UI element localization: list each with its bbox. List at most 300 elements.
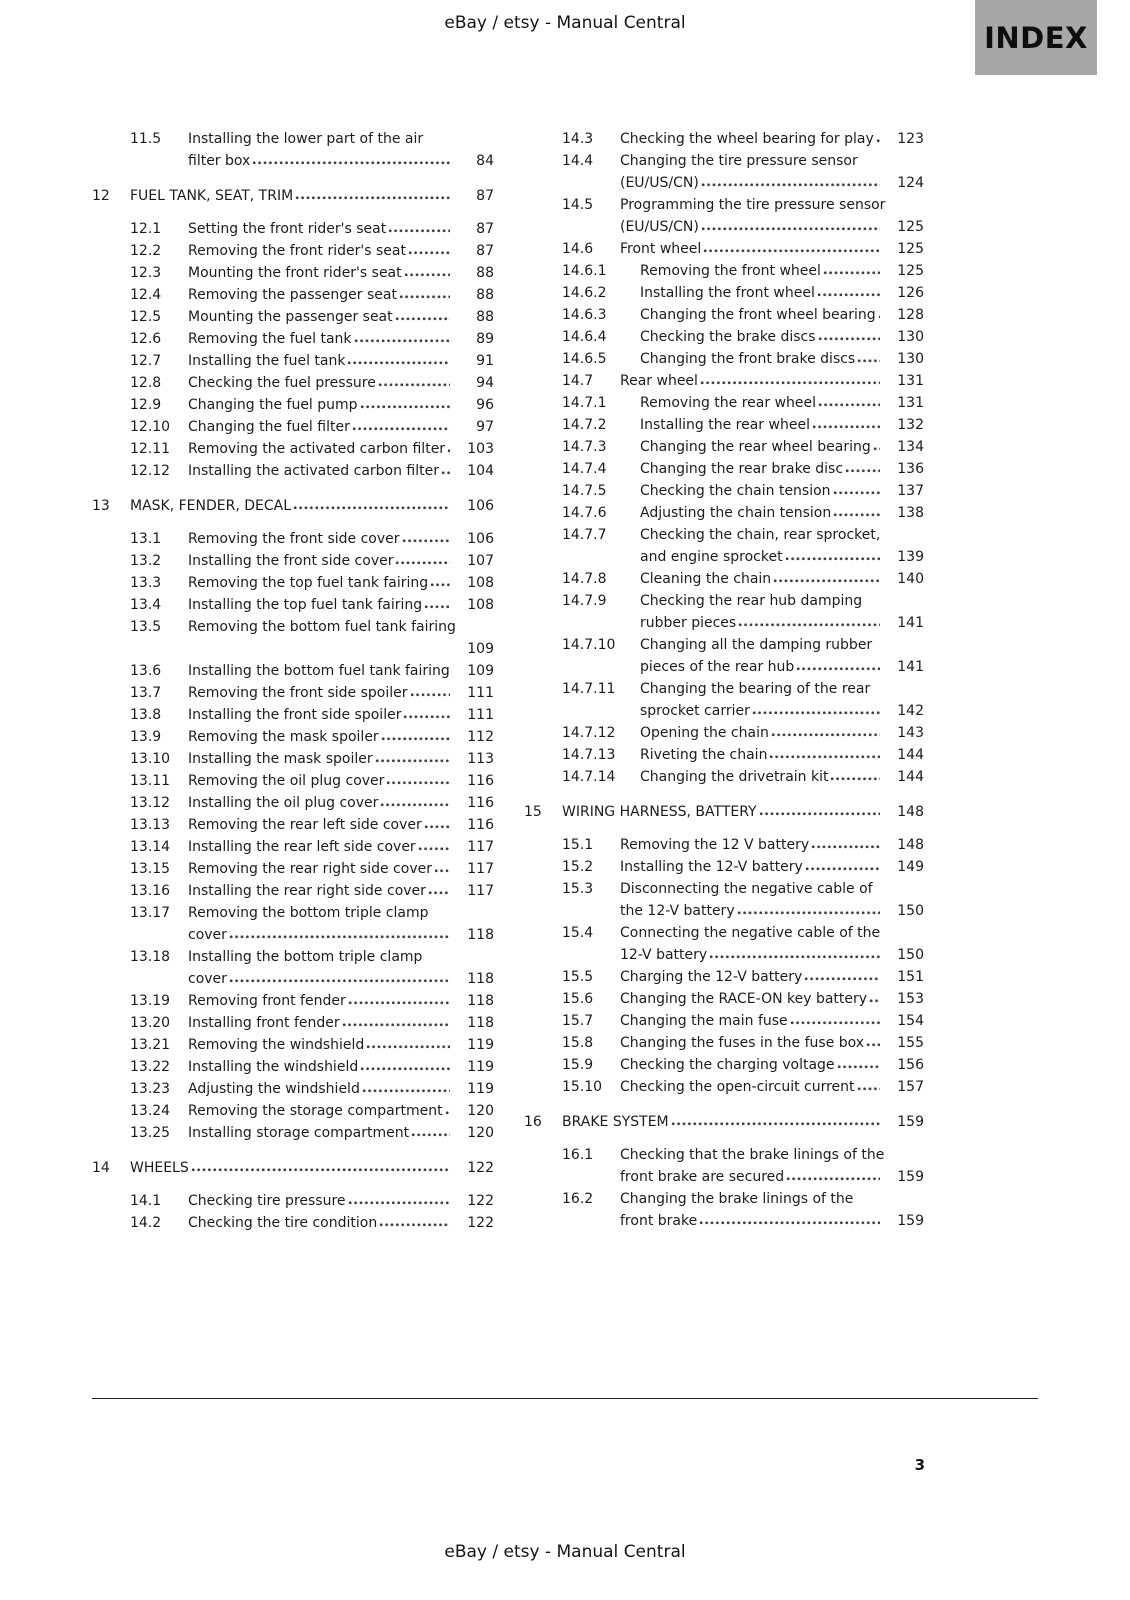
toc-entry-number: 14 — [92, 1160, 110, 1176]
dot-leader — [229, 935, 450, 939]
toc-entry-number: 14.7.9 — [562, 593, 607, 609]
toc-entry-body — [188, 284, 494, 306]
toc-entry-number: 13.1 — [130, 531, 162, 547]
toc-entry — [130, 1034, 494, 1056]
toc-entry-body — [188, 748, 494, 770]
toc-entry-number: 13.25 — [130, 1125, 171, 1141]
toc-entry — [130, 416, 494, 438]
toc-entry-body — [640, 524, 924, 568]
dot-leader — [402, 539, 450, 543]
toc-entry-page: 136 — [897, 461, 924, 477]
toc-entry-number: 14.7.3 — [562, 439, 607, 455]
toc-entry-title: Installing the lower part of the air filter box — [188, 131, 424, 169]
toc-entry — [562, 348, 924, 370]
toc-entry-number: 14.7 — [562, 373, 594, 389]
toc-entry — [130, 726, 494, 748]
dot-leader — [804, 977, 880, 981]
toc-entry-number: 11.5 — [130, 131, 162, 147]
toc-entry-number: 14.7.6 — [562, 505, 607, 521]
toc-entry-page: 109 — [467, 641, 494, 657]
toc-entry — [562, 436, 924, 458]
toc-entry — [130, 594, 494, 616]
dot-leader — [418, 847, 450, 851]
toc-entry-page: 87 — [476, 188, 494, 204]
toc-entry-title: Charging the 12-V battery — [620, 969, 803, 985]
toc-entry-number: 14.7.2 — [562, 417, 607, 433]
toc-entry-body — [620, 1032, 924, 1054]
toc-entry-number: 13.4 — [130, 597, 162, 613]
toc-entry — [130, 284, 494, 306]
toc-entry — [562, 194, 924, 238]
toc-entry-page: 125 — [897, 241, 924, 257]
dot-leader — [347, 361, 450, 365]
dot-leader — [447, 449, 450, 453]
toc-entry-body — [620, 1144, 924, 1188]
toc-entry — [130, 1122, 494, 1144]
toc-entry — [562, 128, 924, 150]
toc-entry-page: 150 — [897, 903, 924, 919]
toc-entry-page: 148 — [897, 837, 924, 853]
toc-entry — [562, 1076, 924, 1098]
toc-entry-title: Removing the front side cover — [188, 531, 400, 547]
dot-leader — [811, 845, 880, 849]
dot-leader — [395, 561, 450, 565]
toc-entry — [130, 704, 494, 726]
dot-leader — [752, 711, 880, 715]
toc-entry-number: 14.4 — [562, 153, 594, 169]
toc-entry-page: 123 — [897, 131, 924, 147]
dot-leader — [348, 1001, 450, 1005]
dot-leader — [395, 317, 450, 321]
toc-entry-page: 118 — [467, 971, 494, 987]
toc-entry-title: Changing the fuel pump — [188, 397, 358, 413]
toc-entry — [130, 1212, 494, 1234]
toc-entry-body — [640, 458, 924, 480]
toc-entry-page: 126 — [897, 285, 924, 301]
toc-entry-body — [640, 590, 924, 634]
toc-entry-body — [130, 185, 494, 207]
toc-entry-number: 14.1 — [130, 1193, 162, 1209]
dot-leader — [866, 1043, 880, 1047]
toc-entry-number: 14.7.12 — [562, 725, 616, 741]
toc-entry-body — [620, 1010, 924, 1032]
toc-entry-number: 14.7.14 — [562, 769, 616, 785]
toc-entry-page: 122 — [467, 1160, 494, 1176]
toc-entry-body — [188, 572, 494, 594]
dot-leader — [796, 667, 880, 671]
toc-entry-body — [188, 394, 494, 416]
header-title: eBay / etsy - Manual Central — [444, 13, 686, 33]
toc-entry — [562, 1032, 924, 1054]
toc-entry — [562, 392, 924, 414]
toc-entry-title: Installing front fender — [188, 1015, 340, 1031]
dot-leader — [737, 911, 880, 915]
toc-entry-number: 14.6.2 — [562, 285, 607, 301]
toc-entry — [130, 1100, 494, 1122]
toc-entry-title: Removing the bottom fuel tank fairing — [188, 619, 456, 635]
toc-entry-page: 112 — [467, 729, 494, 745]
toc-entry — [562, 524, 924, 568]
dot-leader — [857, 1087, 880, 1091]
dot-leader — [790, 1021, 880, 1025]
toc-entry-page: 125 — [897, 219, 924, 235]
toc-entry-page: 139 — [897, 549, 924, 565]
toc-entry — [130, 616, 494, 660]
toc-entry-page: 87 — [476, 243, 494, 259]
toc-entry-body — [640, 436, 924, 458]
toc-entry-body — [640, 304, 924, 326]
toc-entry-body — [188, 682, 494, 704]
dot-leader — [445, 1111, 450, 1115]
toc-entry-number: 12.2 — [130, 243, 162, 259]
toc-entry-number: 14.7.8 — [562, 571, 607, 587]
toc-entry-number: 14.6.3 — [562, 307, 607, 323]
toc-entry-body — [620, 922, 924, 966]
toc-entry-page: 87 — [476, 221, 494, 237]
toc-entry-body — [640, 326, 924, 348]
toc-entry-page: 111 — [467, 707, 494, 723]
toc-entry-title: Checking tire pressure — [188, 1193, 346, 1209]
toc-entry — [130, 218, 494, 240]
toc-entry-number: 12.10 — [130, 419, 171, 435]
toc-entry — [130, 572, 494, 594]
toc-entry — [562, 260, 924, 282]
toc-entry-title: WIRING HARNESS, BATTERY — [562, 804, 757, 820]
toc-entry-body — [640, 392, 924, 414]
table-of-contents — [92, 128, 924, 1234]
toc-entry-number: 15.6 — [562, 991, 594, 1007]
toc-entry-body — [188, 616, 494, 660]
toc-entry — [562, 480, 924, 502]
toc-entry-title: Installing the 12-V battery — [620, 859, 803, 875]
dot-leader — [434, 869, 450, 873]
dot-leader — [399, 295, 450, 299]
dot-leader — [709, 955, 880, 959]
dot-leader — [703, 249, 880, 253]
toc-entry-body — [620, 1188, 924, 1232]
toc-entry-number: 14.7.13 — [562, 747, 616, 763]
toc-entry-title: Removing the top fuel tank fairing — [188, 575, 429, 591]
toc-entry-number: 13.14 — [130, 839, 171, 855]
toc-entry-body — [620, 856, 924, 878]
toc-entry-number: 14.6 — [562, 241, 594, 257]
toc-entry-page: 118 — [467, 1015, 494, 1031]
toc-entry-body — [188, 262, 494, 284]
dot-leader — [375, 759, 450, 763]
toc-entry-title: Adjusting the chain tension — [640, 505, 832, 521]
toc-entry-page: 111 — [467, 685, 494, 701]
toc-entry-title: Changing the fuel filter — [188, 419, 350, 435]
toc-entry — [92, 1157, 494, 1179]
toc-entry-number: 12.9 — [130, 397, 162, 413]
toc-entry-page: 144 — [897, 747, 924, 763]
toc-column-right — [524, 128, 924, 1234]
toc-entry — [562, 878, 924, 922]
toc-entry-title: Removing the rear left side cover — [188, 817, 422, 833]
toc-entry-body — [188, 660, 494, 682]
toc-entry-body — [640, 722, 924, 744]
toc-entry-body — [640, 348, 924, 370]
toc-entry-page: 116 — [467, 817, 494, 833]
toc-entry-page: 118 — [467, 927, 494, 943]
toc-entry-number: 12.1 — [130, 221, 162, 237]
toc-entry-number: 15.2 — [562, 859, 594, 875]
toc-entry-title: Removing the rear right side cover — [188, 861, 432, 877]
toc-entry-page: 107 — [467, 553, 494, 569]
toc-entry-number: 15.7 — [562, 1013, 594, 1029]
toc-entry-title: Changing the rear wheel bearing — [640, 439, 871, 455]
toc-entry-title: Removing front fender — [188, 993, 346, 1009]
toc-entry-title: Removing the passenger seat — [188, 287, 397, 303]
toc-entry-body — [188, 1056, 494, 1078]
dot-leader — [411, 1133, 450, 1137]
toc-entry-number: 13.7 — [130, 685, 162, 701]
toc-entry-number: 13.6 — [130, 663, 162, 679]
dot-leader — [360, 405, 450, 409]
dot-leader — [295, 196, 450, 200]
toc-entry-body — [640, 678, 924, 722]
toc-entry — [562, 568, 924, 590]
toc-entry-title: Installing the windshield — [188, 1059, 359, 1075]
toc-entry-body — [640, 766, 924, 788]
toc-entry-page: 130 — [897, 329, 924, 345]
toc-entry-page: 118 — [467, 993, 494, 1009]
dot-leader — [388, 229, 450, 233]
toc-entry-page: 149 — [897, 859, 924, 875]
toc-entry-title: Removing the mask spoiler — [188, 729, 379, 745]
toc-entry-title: Connecting the negative cable of the 12-V battery — [620, 925, 881, 963]
toc-entry-body — [188, 350, 494, 372]
toc-entry-title: FUEL TANK, SEAT, TRIM — [130, 188, 294, 204]
toc-entry-number: 14.7.1 — [562, 395, 607, 411]
toc-entry-title: Changing the main fuse — [620, 1013, 788, 1029]
dot-leader — [857, 359, 880, 363]
toc-entry-body — [620, 370, 924, 392]
dot-leader — [818, 337, 880, 341]
toc-entry-title: Installing the front wheel — [640, 285, 815, 301]
toc-entry-body — [562, 801, 924, 823]
dot-leader — [191, 1168, 450, 1172]
dot-leader — [833, 491, 880, 495]
toc-entry-title: Checking the wheel bearing for play — [620, 131, 874, 147]
dot-leader — [876, 139, 880, 143]
dot-leader — [869, 999, 880, 1003]
toc-entry-title: Checking the open-circuit current — [620, 1079, 855, 1095]
dot-leader — [833, 513, 880, 517]
toc-entry-title: Installing the bottom triple clamp cover — [188, 949, 423, 987]
toc-entry-number: 16 — [524, 1114, 542, 1130]
toc-entry-page: 119 — [467, 1037, 494, 1053]
toc-entry-page: 103 — [467, 441, 494, 457]
toc-entry-number: 14.6.5 — [562, 351, 607, 367]
toc-entry-page: 154 — [897, 1013, 924, 1029]
toc-entry-body — [188, 1212, 494, 1234]
toc-entry-page: 159 — [897, 1114, 924, 1130]
toc-entry-page: 88 — [476, 309, 494, 325]
toc-entry-title: Checking that the brake linings of the front brake are secured — [620, 1147, 885, 1185]
dot-leader — [699, 1221, 880, 1225]
toc-entry-number: 13.16 — [130, 883, 171, 899]
toc-entry-number: 13.8 — [130, 707, 162, 723]
toc-entry-page: 151 — [897, 969, 924, 985]
dot-leader — [293, 506, 450, 510]
toc-entry-body — [620, 878, 924, 922]
index-tab: INDEX — [975, 0, 1097, 75]
toc-entry-body — [620, 194, 924, 238]
toc-entry-body — [640, 414, 924, 436]
toc-entry-title: BRAKE SYSTEM — [562, 1114, 669, 1130]
toc-entry-body — [640, 502, 924, 524]
toc-entry-page: 141 — [897, 615, 924, 631]
toc-entry-number: 12.6 — [130, 331, 162, 347]
toc-entry-title: Installing the bottom fuel tank fairing — [188, 663, 450, 679]
toc-entry-page: 138 — [897, 505, 924, 521]
dot-leader — [817, 293, 880, 297]
dot-leader — [386, 781, 450, 785]
toc-entry-page: 117 — [467, 861, 494, 877]
dot-leader — [771, 733, 880, 737]
toc-entry-body — [130, 1157, 494, 1179]
dot-leader — [252, 161, 450, 165]
toc-entry-title: Installing the rear left side cover — [188, 839, 416, 855]
toc-entry — [130, 528, 494, 550]
toc-entry-body — [188, 1078, 494, 1100]
toc-entry-number: 13.18 — [130, 949, 171, 965]
toc-entry-body — [188, 880, 494, 902]
toc-entry-page: 124 — [897, 175, 924, 191]
toc-entry-title: Setting the front rider's seat — [188, 221, 387, 237]
toc-entry-title: Installing the fuel tank — [188, 353, 346, 369]
toc-entry-body — [188, 1034, 494, 1056]
toc-entry-body — [188, 726, 494, 748]
toc-entry-body — [188, 372, 494, 394]
toc-entry-title: Programming the tire pressure sensor (EU/US/CN) — [620, 197, 886, 235]
toc-entry-title: Riveting the chain — [640, 747, 768, 763]
toc-entry-body — [640, 282, 924, 304]
toc-entry-title: Adjusting the windshield — [188, 1081, 360, 1097]
toc-entry-number: 15.1 — [562, 837, 594, 853]
toc-entry-title: Changing the drivetrain kit — [640, 769, 829, 785]
toc-entry-body — [188, 990, 494, 1012]
toc-entry — [562, 458, 924, 480]
toc-entry-page: 94 — [476, 375, 494, 391]
toc-entry-title: Checking the brake discs — [640, 329, 816, 345]
toc-entry — [562, 988, 924, 1010]
toc-entry — [130, 836, 494, 858]
toc-entry-number: 16.1 — [562, 1147, 594, 1163]
dot-leader — [759, 812, 880, 816]
toc-entry-body — [188, 528, 494, 550]
toc-entry-page: 106 — [467, 531, 494, 547]
toc-entry-body — [188, 240, 494, 262]
toc-entry-body — [620, 988, 924, 1010]
dot-leader — [424, 825, 450, 829]
toc-column-left — [92, 128, 494, 1234]
toc-entry-title: Checking the tire condition — [188, 1215, 378, 1231]
toc-entry-number: 14.7.11 — [562, 681, 616, 697]
toc-entry-title: Removing the fuel tank — [188, 331, 352, 347]
toc-entry — [130, 394, 494, 416]
toc-entry-title: Removing the windshield — [188, 1037, 365, 1053]
toc-entry — [92, 495, 494, 517]
toc-entry-page: 97 — [476, 419, 494, 435]
toc-entry-title: Changing the brake linings of the front brake — [620, 1191, 854, 1229]
toc-entry-body — [620, 238, 924, 260]
toc-entry-number: 13.21 — [130, 1037, 171, 1053]
toc-entry — [562, 834, 924, 856]
dot-leader — [773, 579, 880, 583]
toc-entry — [130, 682, 494, 704]
toc-entry-page: 84 — [476, 153, 494, 169]
toc-entry-number: 16.2 — [562, 1191, 594, 1207]
toc-entry — [562, 238, 924, 260]
toc-entry-title: Removing the rear wheel — [640, 395, 817, 411]
toc-entry-number: 13.3 — [130, 575, 162, 591]
toc-entry-body — [640, 480, 924, 502]
toc-entry-body — [562, 1111, 924, 1133]
toc-entry — [130, 128, 494, 172]
toc-entry-body — [188, 946, 494, 990]
toc-entry — [562, 1144, 924, 1188]
toc-entry-number: 13 — [92, 498, 110, 514]
toc-entry — [130, 1012, 494, 1034]
toc-entry-number: 13.22 — [130, 1059, 171, 1075]
toc-entry-number: 14.6.1 — [562, 263, 607, 279]
toc-entry-title: Changing the rear brake disc — [640, 461, 844, 477]
dot-leader — [380, 803, 450, 807]
toc-entry-page: 131 — [897, 395, 924, 411]
toc-entry-title: Disconnecting the negative cable of the 12-V battery — [620, 881, 873, 919]
toc-entry-page: 155 — [897, 1035, 924, 1051]
dot-leader — [873, 447, 880, 451]
toc-entry — [562, 856, 924, 878]
dot-leader — [354, 339, 450, 343]
toc-entry-number: 12.11 — [130, 441, 171, 457]
dot-leader — [805, 867, 880, 871]
toc-entry-number: 12.7 — [130, 353, 162, 369]
toc-entry-number: 13.12 — [130, 795, 171, 811]
dot-leader — [671, 1122, 880, 1126]
toc-entry-title: Rear wheel — [620, 373, 698, 389]
toc-entry-body — [620, 966, 924, 988]
dot-leader — [428, 891, 450, 895]
toc-entry-title: Removing the front rider's seat — [188, 243, 406, 259]
toc-entry-page: 104 — [467, 463, 494, 479]
toc-entry-title: Front wheel — [620, 241, 702, 257]
dot-leader — [352, 427, 450, 431]
toc-entry — [130, 990, 494, 1012]
toc-entry-page: 142 — [897, 703, 924, 719]
dot-leader — [430, 583, 450, 587]
toc-entry-title: Removing the activated carbon filter — [188, 441, 446, 457]
dot-leader — [348, 1201, 450, 1205]
toc-entry-body — [640, 634, 924, 678]
toc-entry-page: 120 — [467, 1103, 494, 1119]
toc-entry-title: Mounting the front rider's seat — [188, 265, 402, 281]
toc-entry-body — [188, 792, 494, 814]
toc-entry — [130, 660, 494, 682]
dot-leader — [410, 693, 450, 697]
dot-leader — [701, 227, 880, 231]
toc-entry-title: Removing the front side spoiler — [188, 685, 408, 701]
dot-leader — [381, 737, 450, 741]
toc-entry-page: 131 — [897, 373, 924, 389]
toc-entry-body — [130, 495, 494, 517]
toc-entry — [130, 814, 494, 836]
dot-leader — [362, 1089, 450, 1093]
toc-entry-number: 13.10 — [130, 751, 171, 767]
toc-entry-body — [188, 218, 494, 240]
